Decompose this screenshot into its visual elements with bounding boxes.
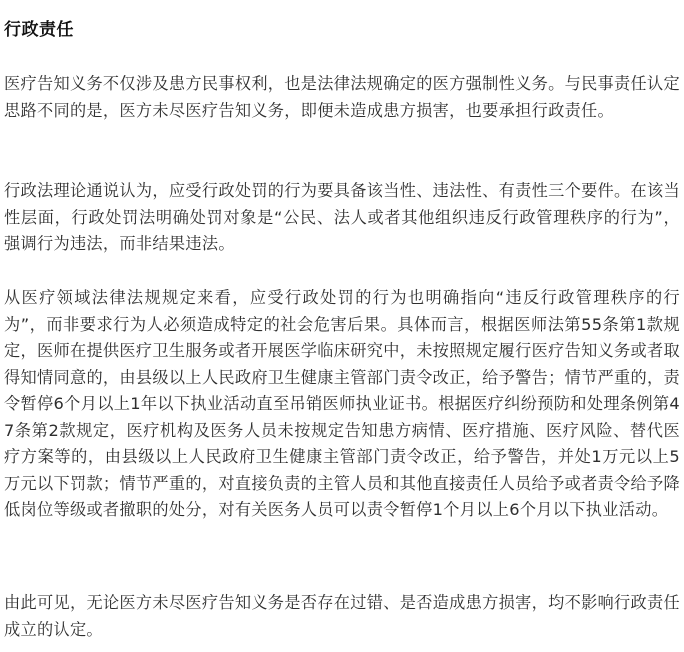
paragraph: 从医疗领域法律法规规定来看，应受行政处罚的行为也明确指向“违反行政管理秩序的行为”，而非要求行为人必须造成特定的社会危害后果。具体而言，根据医师法第55条第1款规定，医师在提供医疗卫生服务或者开展医学临床研究中，未按照规定履行医疗告知义务或者取得知情同意的，由县级以上人民政府卫生健康主管部门责令改正，给予警告；情节严重的，责令暂停6个月以上1年以下执业活动直至吊销医师执业证书。根据医疗纠纷预防和处理条例第47条第2款规定，医疗机构及医务人员未按规定告知患方病情、医疗措施、医疗风险、替代医疗方案等的，由县级以上人民政府卫生健康主管部门责令改正，给予警告，并处1万元以上5万元以下罚款；情节严重的，对直接负责的主管人员和其他直接责任人员给予或者责令给予降低岗位等级或者撤职的处分，对有关医务人员可以责令暂停1个月以上6个月以下执业活动。 <box>4 288 680 519</box>
section-title: 行政责任 <box>4 20 74 40</box>
paragraph: 由此可见，无论医方未尽医疗告知义务是否存在过错、是否造成患方损害，均不影响行政责任成立的认定。 <box>4 593 680 639</box>
paragraph: 行政法理论通说认为，应受行政处罚的行为要具备该当性、违法性、有责性三个要件。在该当性层面，行政处罚法明确处罚对象是“公民、法人或者其他组织违反行政管理秩序的行为”，强调行为违法，而非结果违法。 <box>4 181 680 253</box>
paragraph: 医疗告知义务不仅涉及患方民事权利，也是法律法规确定的医方强制性义务。与民事责任认定思路不同的是，医方未尽医疗告知义务，即便未造成患方损害，也要承担行政责任。 <box>4 74 680 120</box>
